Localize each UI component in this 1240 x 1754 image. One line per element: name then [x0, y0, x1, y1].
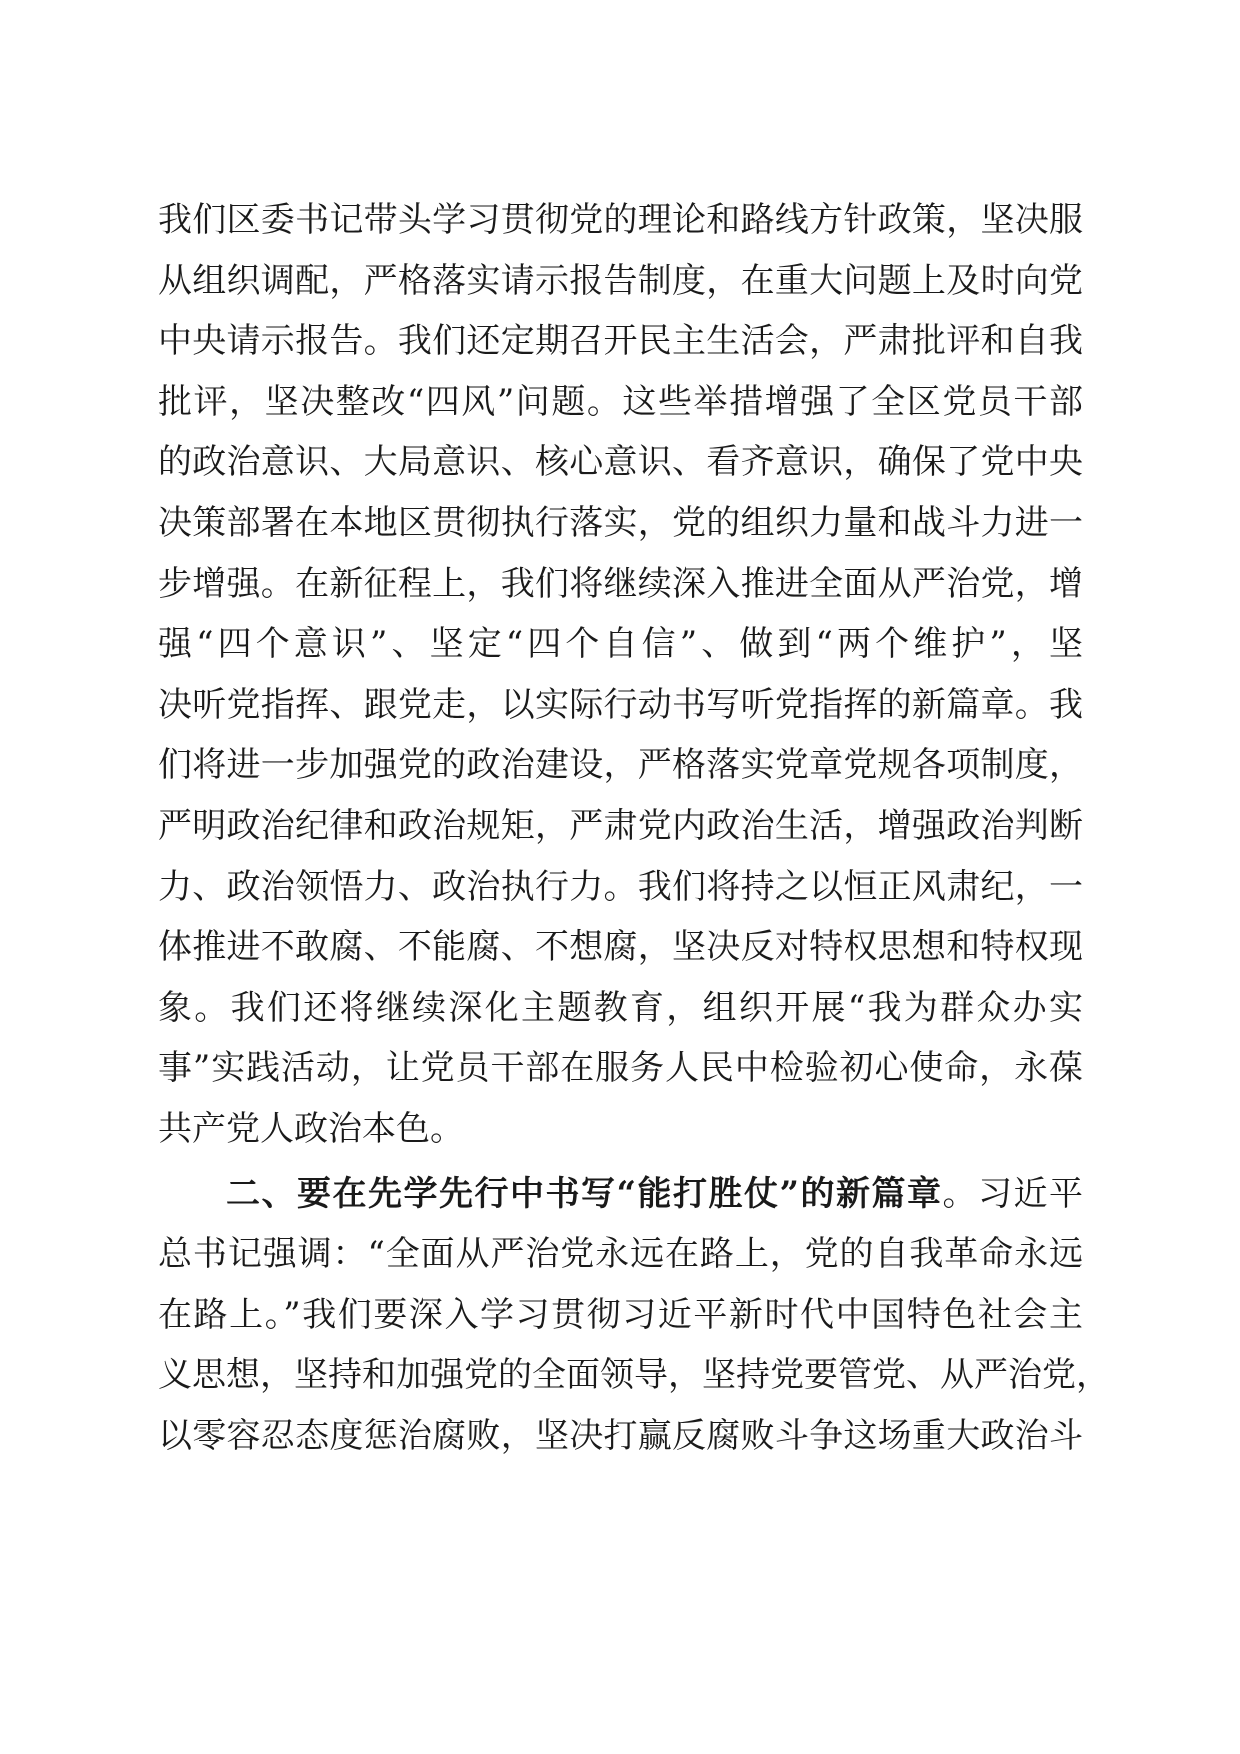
text-line: 决策部署在本地区贯彻执行落实，党的组织力量和战斗力进一	[158, 502, 1083, 543]
text-line: 们将进一步加强党的政治建设，严格落实党章党规各项制度，	[158, 745, 1083, 786]
section-heading: 二、要在先学先行中书写“能打胜仗”的新篇章	[226, 1173, 943, 1214]
text-line: 共产党人政治本色。	[158, 1108, 464, 1149]
text-line: 从组织调配，严格落实请示报告制度，在重大问题上及时向党	[158, 260, 1083, 301]
text-line: 决听党指挥、跟党走，以实际行动书写听党指挥的新篇章。我	[158, 684, 1083, 725]
section-heading-line	[158, 1164, 1083, 1225]
text-line: 我们区委书记带头学习贯彻党的理论和路线方针政策，坚决服	[158, 200, 1083, 240]
text-line: 严明政治纪律和政治规矩，严肃党内政治生活，增强政治判断	[158, 805, 1083, 846]
text-line: 力、政治领悟力、政治执行力。我们将持之以恒正风肃纪，一	[158, 866, 1083, 907]
text-line: 批评，坚决整改“四风”问题。这些举措增强了全区党员干部	[158, 381, 1083, 422]
text-line: 体推进不敢腐、不能腐、不想腐，坚决反对特权思想和特权现	[158, 927, 1083, 968]
text-line: 总书记强调：“全面从严治党永远在路上，党的自我革命永远	[158, 1234, 1083, 1275]
text-line: 事”实践活动，让党员干部在服务人民中检验初心使命，永葆	[158, 1048, 1083, 1089]
text-line: 强“四个意识”、坚定“四个自信”、做到“两个维护”，坚	[158, 624, 1083, 665]
text-line: 义思想，坚持和加强党的全面领导，坚持党要管党、从严治党，	[158, 1355, 1110, 1396]
text-line: 步增强。在新征程上，我们将继续深入推进全面从严治党，增	[158, 563, 1083, 604]
text-line: 的政治意识、大局意识、核心意识、看齐意识，确保了党中央	[158, 442, 1083, 483]
document-page	[158, 190, 1110, 1466]
heading-tail-text: 。习近平	[942, 1173, 1083, 1214]
text-line: 在路上。”我们要深入学习贯彻习近平新时代中国特色社会主	[158, 1294, 1083, 1335]
paragraph-1	[158, 190, 1083, 1160]
text-line: 中央请示报告。我们还定期召开民主生活会，严肃批评和自我	[158, 321, 1083, 362]
text-line: 象。我们还将继续深化主题教育，组织开展“我为群众办实	[158, 987, 1083, 1028]
text-line: 以零容忍态度惩治腐败，坚决打赢反腐败斗争这场重大政治斗	[158, 1415, 1083, 1456]
paragraph-2	[158, 1164, 1110, 1467]
